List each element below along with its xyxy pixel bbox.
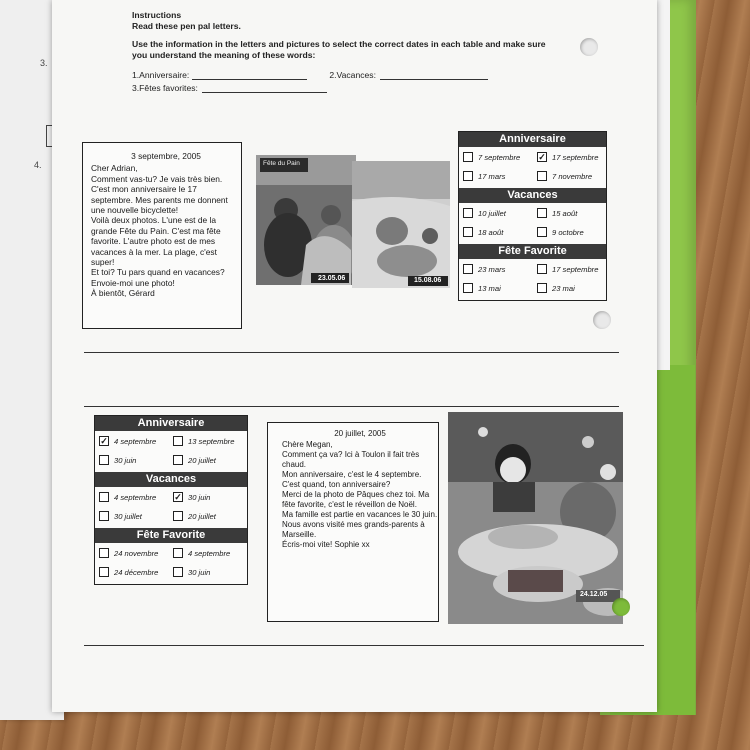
date-option-label: 18 août bbox=[478, 227, 504, 237]
question-number-3: 3. bbox=[40, 58, 48, 68]
worksheet-page bbox=[52, 0, 657, 712]
date-option-label: 4 septembre bbox=[114, 492, 157, 502]
date-option[interactable] bbox=[463, 264, 505, 274]
photo-fete-du-pain-image bbox=[256, 155, 356, 285]
vocab-anniversaire-blank[interactable] bbox=[192, 70, 307, 80]
date-option-label: 23 mars bbox=[478, 264, 506, 274]
date-option[interactable] bbox=[99, 567, 158, 577]
letter-gerard-line: grande Fête du Pain. C'est ma fête bbox=[91, 225, 221, 236]
date-option[interactable] bbox=[173, 548, 230, 558]
date-option[interactable] bbox=[463, 283, 501, 293]
date-option-label: 17 mars bbox=[478, 171, 506, 181]
vocab-row-1 bbox=[132, 70, 602, 81]
letter-sophie-line: Écris-moi vite! Sophie xx bbox=[282, 540, 370, 549]
punch-hole-top bbox=[580, 38, 598, 56]
date-option-label: 4 septembre bbox=[188, 548, 231, 558]
checked-checkbox[interactable]: ✓ bbox=[538, 152, 546, 162]
date-option-label: 24 novembre bbox=[114, 548, 159, 558]
vocab-fetes-label: 3.Fêtes favorites: bbox=[132, 83, 198, 93]
date-option-label: 30 juin bbox=[114, 455, 137, 465]
date-option[interactable] bbox=[99, 455, 136, 465]
table-section-options bbox=[95, 431, 247, 472]
dates-table-sophie bbox=[94, 415, 248, 585]
date-option-label: 30 juillet bbox=[114, 511, 142, 521]
fete-du-pain-sign: Fête du Pain bbox=[263, 160, 300, 167]
letter-sophie-body bbox=[282, 440, 438, 550]
instructions-line-1: Read these pen pal letters. bbox=[132, 21, 241, 31]
date-option[interactable] bbox=[537, 283, 575, 293]
date-option-label: 30 juin bbox=[188, 567, 211, 577]
table-section-header: Fête Favorite bbox=[95, 528, 247, 543]
date-option[interactable] bbox=[99, 492, 156, 502]
photo-reveillon-noel bbox=[448, 412, 623, 624]
checkbox[interactable] bbox=[173, 455, 183, 465]
letter-gerard-date: 3 septembre, 2005 bbox=[131, 151, 201, 161]
letter-gerard-line: vacances à la mer. La plage, c'est bbox=[91, 246, 217, 257]
date-option-label: 24 décembre bbox=[114, 567, 159, 577]
table-section-options bbox=[459, 147, 606, 188]
date-option[interactable] bbox=[173, 492, 210, 502]
date-option[interactable] bbox=[463, 227, 503, 237]
date-option-label: 7 septembre bbox=[478, 152, 521, 162]
checkbox[interactable] bbox=[537, 208, 547, 218]
date-option[interactable] bbox=[173, 436, 234, 446]
checkbox[interactable] bbox=[537, 227, 547, 237]
letter-gerard-line: super! bbox=[91, 257, 115, 268]
date-option[interactable] bbox=[173, 567, 210, 577]
letter-gerard bbox=[82, 142, 242, 329]
date-option-label: 17 septembre bbox=[552, 264, 599, 274]
table-section-header: Anniversaire bbox=[95, 416, 247, 431]
date-option-label: 20 juillet bbox=[188, 511, 216, 521]
section-divider-3 bbox=[84, 645, 644, 646]
letter-gerard-line: favorite. L'autre photo est de mes bbox=[91, 236, 216, 247]
letter-gerard-line: Voilà deux photos. L'une est de la bbox=[91, 215, 216, 226]
punch-hole-middle bbox=[593, 311, 611, 329]
photo-3-date-stamp: 24.12.05 bbox=[580, 591, 608, 598]
checkbox[interactable] bbox=[537, 171, 547, 181]
letter-gerard-body bbox=[91, 163, 241, 298]
table-section-options bbox=[95, 487, 247, 528]
letter-sophie-line: Merci de la photo de Pâques chez toi. Ma bbox=[282, 490, 430, 499]
date-option[interactable] bbox=[537, 264, 598, 274]
letter-gerard-line: Comment vas-tu? Je vais très bien. bbox=[91, 173, 223, 184]
section-divider-1 bbox=[84, 352, 619, 353]
checkbox[interactable] bbox=[99, 511, 109, 521]
letter-sophie-line: Marseille. bbox=[282, 530, 317, 539]
letter-sophie-line: Comment ça va? Ici à Toulon il fait très bbox=[282, 450, 420, 459]
photo-fete-du-pain bbox=[256, 155, 356, 285]
letter-sophie-line: Ma famille est partie en vacances le 30 juin. bbox=[282, 510, 438, 519]
punch-hole-bottom bbox=[612, 598, 630, 616]
vocab-vacances-label: 2.Vacances: bbox=[329, 70, 376, 80]
letter-sophie-line: chaud. bbox=[282, 460, 307, 469]
checkbox[interactable] bbox=[99, 548, 109, 558]
date-option[interactable] bbox=[99, 436, 156, 446]
instructions-line-2: Use the information in the letters and pictures to select the correct dates in each table and make sure bbox=[132, 39, 546, 49]
photo-2-date-stamp: 15.08.06 bbox=[414, 277, 442, 284]
date-option-label: 10 juillet bbox=[478, 208, 506, 218]
date-option[interactable] bbox=[463, 152, 520, 162]
section-divider-2 bbox=[84, 406, 619, 407]
date-option-label: 15 août bbox=[552, 208, 578, 218]
table-section-header: Vacances bbox=[95, 472, 247, 487]
checkbox[interactable] bbox=[463, 264, 473, 274]
table-section-header: Anniversaire bbox=[459, 132, 606, 147]
table-section-options bbox=[459, 259, 606, 300]
date-option[interactable] bbox=[537, 208, 577, 218]
letter-sophie-date: 20 juillet, 2005 bbox=[334, 429, 386, 438]
checkbox[interactable] bbox=[537, 264, 547, 274]
date-option-label: 17 septembre bbox=[552, 152, 599, 162]
photo-1-date-stamp: 23.05.06 bbox=[318, 275, 346, 282]
vocab-anniversaire-label: 1.Anniversaire: bbox=[132, 70, 190, 80]
vocab-fetes-blank[interactable] bbox=[202, 83, 327, 93]
date-option[interactable] bbox=[463, 208, 506, 218]
letter-sophie-line: Mon anniversaire, c'est le 4 septembre. bbox=[282, 470, 422, 479]
date-option-label: 23 mai bbox=[552, 283, 575, 293]
instructions-heading: Instructions bbox=[132, 10, 182, 20]
letter-gerard-line: une nouvelle bicyclette! bbox=[91, 205, 179, 216]
checkbox[interactable] bbox=[99, 567, 109, 577]
date-option-label: 20 juillet bbox=[188, 455, 216, 465]
date-option-label: 7 novembre bbox=[552, 171, 593, 181]
letter-gerard-line: Et toi? Tu pars quand en vacances? bbox=[91, 267, 225, 278]
checkbox[interactable] bbox=[99, 492, 109, 502]
checked-checkbox[interactable]: ✓ bbox=[100, 436, 108, 446]
vocab-vacances-blank[interactable] bbox=[380, 70, 488, 80]
date-option[interactable] bbox=[173, 511, 216, 521]
dates-table-gerard bbox=[458, 131, 607, 301]
checkbox[interactable] bbox=[537, 283, 547, 293]
date-option-label: 13 mai bbox=[478, 283, 501, 293]
checkbox[interactable] bbox=[463, 227, 473, 237]
date-option[interactable] bbox=[99, 548, 158, 558]
date-option-label: 13 septembre bbox=[188, 436, 235, 446]
photo-vacances-mer bbox=[352, 161, 450, 288]
letter-sophie-line: fête favorite, c'est le réveillon de Noël. bbox=[282, 500, 417, 509]
checkbox[interactable] bbox=[463, 152, 473, 162]
instructions-block bbox=[132, 10, 602, 94]
letter-sophie-line: Nous avons visité mes grands-parents à bbox=[282, 520, 425, 529]
date-option[interactable] bbox=[537, 171, 592, 181]
letter-gerard-line: septembre. Mes parents me donnent bbox=[91, 194, 228, 205]
checkbox[interactable] bbox=[173, 436, 183, 446]
date-option-label: 30 juin bbox=[188, 492, 211, 502]
checkbox[interactable] bbox=[463, 283, 473, 293]
checkbox[interactable] bbox=[463, 208, 473, 218]
letter-sophie-line: C'est quand, ton anniversaire? bbox=[282, 480, 391, 489]
date-option[interactable] bbox=[173, 455, 216, 465]
table-section-header: Vacances bbox=[459, 188, 606, 203]
date-option-label: 4 septembre bbox=[114, 436, 157, 446]
photo-vacances-mer-image bbox=[352, 161, 450, 288]
date-option-label: 9 octobre bbox=[552, 227, 584, 237]
table-section-options bbox=[459, 203, 606, 244]
instructions-line-3: you understand the meaning of these words: bbox=[132, 50, 316, 60]
checkbox[interactable] bbox=[99, 455, 109, 465]
question-number-4: 4. bbox=[34, 160, 42, 170]
checkbox[interactable] bbox=[173, 567, 183, 577]
vocab-row-2 bbox=[132, 83, 602, 94]
letter-sophie-line: Chère Megan, bbox=[282, 440, 333, 449]
letter-gerard-line: Cher Adrian, bbox=[91, 163, 138, 174]
letter-sophie bbox=[267, 422, 439, 622]
date-option[interactable] bbox=[537, 227, 584, 237]
letter-gerard-line: Envoie-moi une photo! bbox=[91, 277, 175, 288]
checkbox[interactable] bbox=[463, 171, 473, 181]
letter-gerard-line: À bientôt, Gérard bbox=[91, 288, 155, 299]
date-option[interactable] bbox=[99, 511, 142, 521]
table-section-header: Fête Favorite bbox=[459, 244, 606, 259]
date-option[interactable] bbox=[537, 152, 598, 162]
checkbox[interactable] bbox=[173, 511, 183, 521]
checkbox[interactable] bbox=[173, 548, 183, 558]
table-section-options bbox=[95, 543, 247, 584]
date-option[interactable] bbox=[463, 171, 505, 181]
letter-gerard-line: C'est mon anniversaire le 17 bbox=[91, 184, 197, 195]
checked-checkbox[interactable]: ✓ bbox=[174, 492, 182, 502]
